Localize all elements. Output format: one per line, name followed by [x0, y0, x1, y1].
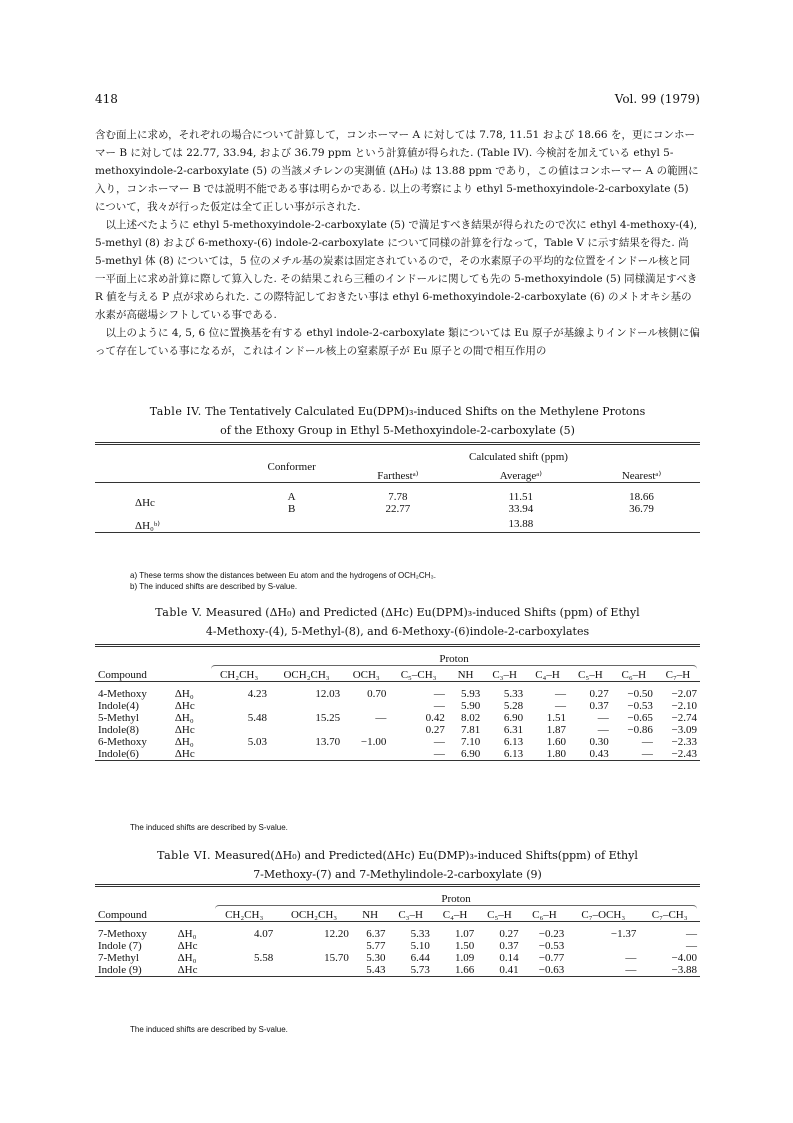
table-row: [95, 952, 700, 964]
table5-cell: 8.02: [460, 712, 481, 724]
table6-header-cell: OCH₂CH₃: [290, 909, 338, 921]
table4-row-label: ΔHc: [135, 497, 155, 509]
table6-header-cell: Compound: [98, 909, 147, 921]
table5-cell: —: [433, 736, 445, 748]
table5-header-cell: C₅–H: [578, 669, 603, 681]
table4-header-group: Calculated shift (ppm): [469, 451, 568, 463]
table6-cell: ΔHc: [177, 964, 198, 976]
table5-cell: [343, 700, 389, 712]
table6-cell: —: [625, 952, 637, 964]
table5-cell: —: [597, 712, 609, 724]
table6-cell: 7-Methoxy: [98, 928, 147, 940]
table5-cell: 0.42: [425, 712, 445, 724]
table4-cell: B: [287, 503, 296, 515]
table6-cell: 1.07: [455, 928, 475, 940]
table5-caption-line2: 4-Methoxy-(4), 5-Methyl-(8), and 6-Methoxy-(6)indole-2-carboxylates: [205, 625, 590, 638]
table6-caption-line2: 7-Methoxy-(7) and 7-Methylindole-2-carboxylate (9): [253, 868, 542, 881]
table6-cell: −0.53: [538, 940, 565, 952]
table6-cell: 1.50: [455, 940, 475, 952]
paragraph-1: 含む面上に求め，それぞれの場合について計算して，コンホーマー A に対しては 7.78, 11.51 および 18.66 を，更にコンホーマー B に対しては 22.77, 33.94, および 36.79 ppm という計算値が得られた. (Table IV). 今検討を加えている ethyl 5-methoxyindole-2-carboxylate (5) の当該メチレンの実測値 (ΔH₀) は 13.88 ppm であり，この値はコンホーマー A の範囲に入り，コンホーマー B では説明不能である事は明らかである. 以上の考察により ethyl 5-methoxyindole-2-carboxylate (5) について，我々が行った仮定は全て正しい事が示された.: [95, 129, 699, 213]
table5-cell: [343, 724, 389, 736]
table5-cell: ΔH₀: [174, 712, 194, 724]
table4-caption-line1: The Tentatively Calculated Eu(DPM)₃-induced Shifts on the Methylene Protons: [205, 405, 646, 418]
table5-caption-line1: Measured (ΔH₀) and Predicted (ΔHc) Eu(DPM)₃-induced Shifts (ppm) of Ethyl: [205, 606, 640, 619]
table5-cell: −0.65: [627, 712, 653, 724]
page-header: [95, 92, 700, 106]
table5-header-cell: OCH₂CH₃: [283, 669, 330, 681]
table5: [95, 644, 700, 765]
table5-cell: [343, 748, 389, 761]
table5-cell: 4-Methoxy: [98, 688, 147, 700]
table6-cell: 7-Methyl: [98, 952, 139, 964]
table-row: [95, 688, 700, 700]
table4-label: Table IV.: [149, 405, 202, 418]
table6-cell: ΔH₀: [177, 928, 197, 940]
table5-cell: —: [597, 724, 609, 736]
table5-caption: [95, 603, 700, 641]
table-row: [95, 928, 700, 940]
table6-cell: 5.77: [366, 940, 386, 952]
table5-header-cell: NH: [457, 669, 474, 681]
table5-cell: 6.13: [503, 748, 524, 760]
table6: [95, 884, 700, 981]
table-row: [95, 940, 700, 952]
table6-cell: ΔH₀: [177, 952, 197, 964]
table-row: [95, 700, 700, 712]
table5-cell: 1.60: [546, 736, 566, 748]
table6-cell: ΔHc: [177, 940, 198, 952]
table4-footnote-a: a) These terms show the distances between Eu atom and the hydrogens of OCH₂CH₃.: [130, 571, 436, 580]
table4-header-nearest: Nearestᵃ⁾: [621, 470, 662, 482]
table6-header-cell: C₃–H: [398, 909, 423, 921]
table4-cell: A: [287, 491, 296, 503]
table4-cell: 36.79: [629, 503, 654, 515]
table5-cell: [208, 700, 270, 712]
table5-cell: 5.03: [247, 736, 268, 748]
table5-cell: 6-Methoxy: [98, 736, 147, 748]
table4-cell: 7.78: [388, 491, 408, 503]
table5-cell: Indole(8): [98, 724, 139, 736]
table5-cell: —: [554, 700, 566, 712]
table6-cell: 15.70: [324, 952, 349, 964]
table5-cell: —: [641, 748, 653, 760]
table6-cell: 5.73: [410, 964, 430, 976]
table4-cell: 18.66: [629, 491, 654, 503]
table4-header-conformer: Conformer: [267, 460, 316, 473]
table5-cell: 0.37: [589, 700, 609, 712]
table5-cell: 15.25: [315, 712, 341, 724]
table5-cell: 0.27: [589, 688, 609, 700]
table-row: [95, 515, 700, 533]
table6-cell: 12.20: [324, 928, 349, 940]
table5-header-cell: OCH₃: [352, 669, 380, 681]
table4-caption: [95, 402, 700, 440]
table6-header-cell: C₅–H: [487, 909, 512, 921]
table4-caption-line2: of the Ethoxy Group in Ethyl 5-Methoxyindole-2-carboxylate (5): [220, 424, 575, 437]
table5-cell: [270, 748, 343, 761]
table6-cell: [276, 964, 352, 977]
table5-cell: Indole(6): [98, 748, 139, 760]
table5-cell: 13.70: [315, 736, 341, 748]
table5-cell: —: [433, 688, 445, 700]
table6-cell: [212, 964, 276, 977]
table5-cell: 7.81: [460, 724, 481, 736]
table6-header-cell: C₇–OCH₃: [581, 909, 626, 921]
table5-footnote: The induced shifts are described by S-value.: [130, 823, 288, 832]
table6-cell: −0.63: [538, 964, 565, 976]
paragraph-2: 以上述べたように ethyl 5-methoxyindole-2-carboxylate (5) で満足すべき結果が得られたので次に ethyl 4-methoxy-(4), 5-methyl (8) および 6-methoxy-(6) indole-2-carboxylate について同様の計算を行なって，Table V に示す結果を得た. 尚 5-methyl 体 (8) については，5 位のメチル基の炭素は固定されているので，その水素原子の平均的な位置をインドール核と同一平面上に求め計算に際して算入した. その結果これら三種のインドールに関しても先の 5-methoxyindole (5) 同様満足すべき R 値を与える P 点が求められた. この際特記しておきたい事は ethyl 6-methoxyindole-2-carboxylate (6) のメトオキシ基の水素が高磁場シフトしている事である.: [95, 219, 698, 321]
table6-caption-line1: Measured(ΔH₀) and Predicted(ΔHc) Eu(DMP)₃-induced Shifts(ppm) of Ethyl: [214, 849, 638, 862]
table-row: [95, 964, 700, 977]
table5-cell: [270, 700, 343, 712]
table5-cell: 5.28: [503, 700, 524, 712]
table5-cell: ΔHc: [174, 748, 195, 760]
table5-cell: ΔHc: [174, 700, 195, 712]
table5-header-cell: Compound: [98, 669, 147, 681]
table6-cell: 5.43: [366, 964, 386, 976]
table6-cell: −0.23: [538, 928, 565, 940]
table6-header-cell: CH₂CH₃: [225, 909, 264, 921]
table5-cell: 5.93: [460, 688, 481, 700]
table-row: [95, 724, 700, 736]
table5-cell: 6.13: [503, 736, 524, 748]
table5-cell: −1.00: [360, 736, 387, 748]
table6-footnote: The induced shifts are described by S-value.: [130, 1025, 288, 1034]
table5-cell: 12.03: [315, 688, 341, 700]
table6-cell: −4.00: [671, 952, 697, 964]
table6-cell: 0.41: [499, 964, 519, 976]
table6-cell: 0.37: [499, 940, 519, 952]
table5-cell: ΔH₀: [174, 736, 194, 748]
table5-header-row: [95, 669, 700, 682]
table5-header-cell: CH₂CH₃: [219, 669, 259, 681]
table6-header-cell: C₇–CH₃: [651, 909, 688, 921]
table5-cell: 1.51: [546, 712, 566, 724]
table6-header-cell: C₄–H: [442, 909, 468, 921]
table6-header-cell: C₆–H: [532, 909, 557, 921]
table5-cell: 0.70: [367, 688, 387, 700]
table5-cell: 1.87: [546, 724, 566, 736]
table4-header-average: Averageᵃ⁾: [499, 470, 542, 482]
table5-header-cell: [172, 669, 208, 682]
table6-cell: 0.14: [499, 952, 519, 964]
table6-cell: 0.27: [499, 928, 519, 940]
table5-cell: 5.90: [460, 700, 481, 712]
table5-cell: 6.90: [460, 748, 481, 760]
table6-cell: —: [625, 964, 637, 976]
table5-cell: 6.31: [503, 724, 524, 736]
table6-cell: 6.37: [366, 928, 386, 940]
page-number: 418: [95, 92, 118, 106]
table5-cell: —: [433, 748, 445, 760]
table5-cell: 0.30: [589, 736, 609, 748]
table6-cell: 1.09: [455, 952, 475, 964]
table6-cell: 4.07: [253, 928, 274, 940]
table5-header-cell: C₅–CH₃: [400, 669, 437, 681]
table6-cell: [212, 940, 276, 952]
table5-cell: −2.74: [671, 712, 697, 724]
table5-cell: —: [433, 700, 445, 712]
table6-cell: —: [686, 928, 697, 940]
table6-header-cell: [175, 909, 213, 922]
table4: [95, 442, 700, 537]
table5-cell: −3.09: [671, 724, 697, 736]
table6-cell: 6.44: [410, 952, 430, 964]
table6-cell: [276, 940, 352, 952]
table5-header-cell: C₄–H: [535, 669, 560, 681]
table5-header-cell: C₇–H: [665, 669, 691, 681]
table5-cell: −2.33: [671, 736, 697, 748]
table5-cell: —: [554, 688, 566, 700]
table5-cell: 0.27: [425, 724, 445, 736]
table6-cell: 5.10: [410, 940, 430, 952]
volume-label: Vol. 99 (1979): [614, 92, 700, 106]
table4-cell: 13.88: [508, 517, 534, 530]
table6-cell: 5.58: [253, 952, 274, 964]
table5-header-cell: C₃–H: [492, 669, 517, 681]
table5-cell: 7.10: [460, 736, 481, 748]
table4-cell: 22.77: [385, 503, 411, 515]
paragraph-3: 以上のように 4, 5, 6 位に置換基を有する ethyl indole-2-carboxylate 類については Eu 原子が基線よりインドール核側に偏って存在している事になるが，これはインドール核上の窒素原子が Eu 原子との間で相互作用の: [95, 327, 700, 357]
table5-cell: 5-Methyl: [98, 712, 139, 724]
table5-cell: 5.48: [247, 712, 268, 724]
table5-cell: −0.86: [627, 724, 653, 736]
table5-cell: [208, 748, 270, 761]
table5-header-group: Proton: [439, 653, 469, 665]
table5-cell: Indole(4): [98, 700, 139, 712]
table6-cell: −0.77: [538, 952, 565, 964]
table6-caption: [95, 846, 700, 884]
table4-header-farthest: Farthestᵃ⁾: [377, 470, 419, 482]
table5-cell: −2.07: [671, 688, 697, 700]
table6-cell: −1.37: [610, 928, 637, 940]
table5-cell: 4.23: [247, 688, 268, 700]
table5-cell: [270, 724, 343, 736]
table5-cell: −0.53: [627, 700, 653, 712]
table6-header-group: Proton: [441, 893, 471, 905]
table6-cell: Indole (7): [98, 940, 142, 952]
table6-label: Table VI.: [157, 849, 212, 862]
table5-cell: 1.80: [546, 748, 566, 760]
table6-header-row: [95, 909, 700, 922]
table-row: [95, 748, 700, 761]
table5-cell: −2.43: [671, 748, 697, 760]
body-text: [95, 126, 700, 360]
table5-cell: 6.90: [503, 712, 524, 724]
table5-header-cell: C₆–H: [621, 669, 647, 681]
table4-cell: 33.94: [508, 503, 534, 515]
table5-cell: 0.43: [589, 748, 609, 760]
table6-cell: 5.33: [410, 928, 430, 940]
table-row: [95, 491, 700, 503]
table5-cell: −0.50: [627, 688, 653, 700]
table5-label: Table V.: [155, 606, 203, 619]
table5-cell: 5.33: [503, 688, 524, 700]
table4-cell: 11.51: [508, 491, 534, 503]
table4-footnote-b: b) The induced shifts are described by S-value.: [130, 582, 298, 591]
table5-cell: −2.10: [671, 700, 697, 712]
table4-row-label: ΔH₀ᵇ⁾: [135, 520, 160, 532]
table5-cell: —: [375, 712, 387, 724]
table4-footnotes: [130, 570, 436, 592]
table6-header-cell: NH: [362, 909, 379, 921]
table6-cell: [567, 940, 639, 952]
table5-cell: ΔHc: [174, 724, 195, 736]
table6-cell: —: [686, 940, 697, 952]
table-row: [95, 736, 700, 748]
table6-cell: 1.66: [455, 964, 475, 976]
table5-cell: [208, 724, 270, 736]
table6-cell: 5.30: [366, 952, 386, 964]
table5-cell: ΔH₀: [174, 688, 194, 700]
table-row: [95, 712, 700, 724]
table5-cell: —: [641, 736, 653, 748]
table6-cell: −3.88: [671, 964, 697, 976]
table6-cell: Indole (9): [98, 964, 142, 976]
